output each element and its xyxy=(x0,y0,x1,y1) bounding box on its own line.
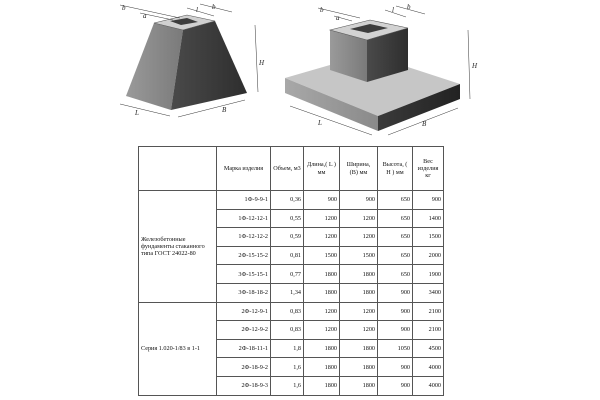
cell-volume: 0,83 xyxy=(271,321,304,340)
cell-volume: 1,6 xyxy=(271,358,304,377)
cell-width: 1800 xyxy=(340,376,378,395)
cell-mark: 1Ф-12-12-1 xyxy=(217,209,271,228)
group-label-gost: Железобетонные фундаменты стаканного типа ГОСТ 24022-80 xyxy=(139,191,217,303)
cell-mark: 1Ф-9-9-1 xyxy=(217,191,271,210)
cell-height: 650 xyxy=(378,265,413,284)
cell-length: 1800 xyxy=(304,283,340,302)
cell-width: 1200 xyxy=(340,302,378,321)
header-length: Длина,( L ) мм xyxy=(304,147,340,191)
table-header-row xyxy=(139,147,444,191)
cell-volume: 0,77 xyxy=(271,265,304,284)
cell-volume: 1,6 xyxy=(271,376,304,395)
header-height: Высота, ( H ) мм xyxy=(378,147,413,191)
cell-mark: 2Ф-12-9-2 xyxy=(217,321,271,340)
cell-height: 900 xyxy=(378,302,413,321)
right-dim-h: H xyxy=(472,62,478,70)
cell-length: 900 xyxy=(304,191,340,210)
cell-length: 1500 xyxy=(304,246,340,265)
cell-height: 650 xyxy=(378,246,413,265)
cell-weight: 1500 xyxy=(413,228,444,247)
left-dim-b: b xyxy=(122,4,126,12)
cell-length: 1200 xyxy=(304,228,340,247)
cell-volume: 0,59 xyxy=(271,228,304,247)
header-width: Ширина, (B) мм xyxy=(340,147,378,191)
right-dim-l1: l xyxy=(392,6,394,14)
cell-mark: 1Ф-12-12-2 xyxy=(217,228,271,247)
cell-width: 1800 xyxy=(340,339,378,358)
left-dim-l: L xyxy=(135,109,139,117)
cell-mark: 2Ф-18-9-3 xyxy=(217,376,271,395)
cell-volume: 1,8 xyxy=(271,339,304,358)
cell-mark: 3Ф-15-15-1 xyxy=(217,265,271,284)
cell-height: 650 xyxy=(378,209,413,228)
cell-width: 1800 xyxy=(340,265,378,284)
left-dim-b2: B xyxy=(222,106,227,114)
cell-weight: 900 xyxy=(413,191,444,210)
right-dim-b2: B xyxy=(422,120,427,128)
right-dim-b: b xyxy=(320,6,324,14)
cell-height: 900 xyxy=(378,283,413,302)
cell-height: 650 xyxy=(378,191,413,210)
cell-mark: 2Ф-18-9-2 xyxy=(217,358,271,377)
header-group-cell xyxy=(139,147,217,191)
cell-length: 1200 xyxy=(304,321,340,340)
foundation-drawings xyxy=(0,0,600,146)
table-body xyxy=(139,191,444,396)
cell-volume: 0,55 xyxy=(271,209,304,228)
cell-height: 900 xyxy=(378,376,413,395)
cell-weight: 1400 xyxy=(413,209,444,228)
cell-length: 1200 xyxy=(304,209,340,228)
cell-height: 1050 xyxy=(378,339,413,358)
cell-weight: 1900 xyxy=(413,265,444,284)
left-dim-h: H xyxy=(259,59,265,67)
left-foundation-figure xyxy=(120,3,265,117)
left-dim-l1: l xyxy=(196,6,198,14)
header-volume: Объем, м3 xyxy=(271,147,304,191)
cell-length: 1800 xyxy=(304,376,340,395)
cell-volume: 0,36 xyxy=(271,191,304,210)
cell-length: 1800 xyxy=(304,265,340,284)
cell-width: 1200 xyxy=(340,228,378,247)
table-row xyxy=(139,302,444,321)
cell-weight: 2100 xyxy=(413,321,444,340)
right-foundation-figure xyxy=(285,3,478,135)
left-dim-b-top: b xyxy=(212,3,216,11)
right-dim-b-top: b xyxy=(407,3,411,11)
cell-width: 1200 xyxy=(340,209,378,228)
cell-height: 900 xyxy=(378,358,413,377)
cell-width: 1800 xyxy=(340,358,378,377)
cell-height: 650 xyxy=(378,228,413,247)
cell-length: 1200 xyxy=(304,302,340,321)
cell-height: 900 xyxy=(378,321,413,340)
cell-width: 1200 xyxy=(340,321,378,340)
cell-mark: 2Ф-15-15-2 xyxy=(217,246,271,265)
right-dim-l: L xyxy=(318,119,322,127)
cell-volume: 0,81 xyxy=(271,246,304,265)
left-dim-a: a xyxy=(143,12,147,20)
left-side-face xyxy=(171,21,247,110)
cell-weight: 2000 xyxy=(413,246,444,265)
cell-length: 1800 xyxy=(304,339,340,358)
cell-width: 1800 xyxy=(340,283,378,302)
foundation-spec-table xyxy=(138,146,444,396)
cell-weight: 4000 xyxy=(413,376,444,395)
cell-length: 1800 xyxy=(304,358,340,377)
cell-mark: 2Ф-18-11-1 xyxy=(217,339,271,358)
right-dim-a: a xyxy=(336,14,340,22)
cell-width: 900 xyxy=(340,191,378,210)
cell-weight: 4500 xyxy=(413,339,444,358)
table-row xyxy=(139,191,444,210)
cell-volume: 1,34 xyxy=(271,283,304,302)
cell-mark: 3Ф-18-18-2 xyxy=(217,283,271,302)
cell-width: 1500 xyxy=(340,246,378,265)
header-weight: Вес изделия кг xyxy=(413,147,444,191)
cell-volume: 0,83 xyxy=(271,302,304,321)
group-label-series: Серия 1.020-1/83 в 1-1 xyxy=(139,302,217,395)
cell-mark: 2Ф-12-9-1 xyxy=(217,302,271,321)
cell-weight: 4000 xyxy=(413,358,444,377)
cell-weight: 3400 xyxy=(413,283,444,302)
cell-weight: 2100 xyxy=(413,302,444,321)
header-mark: Марка изделия xyxy=(217,147,271,191)
